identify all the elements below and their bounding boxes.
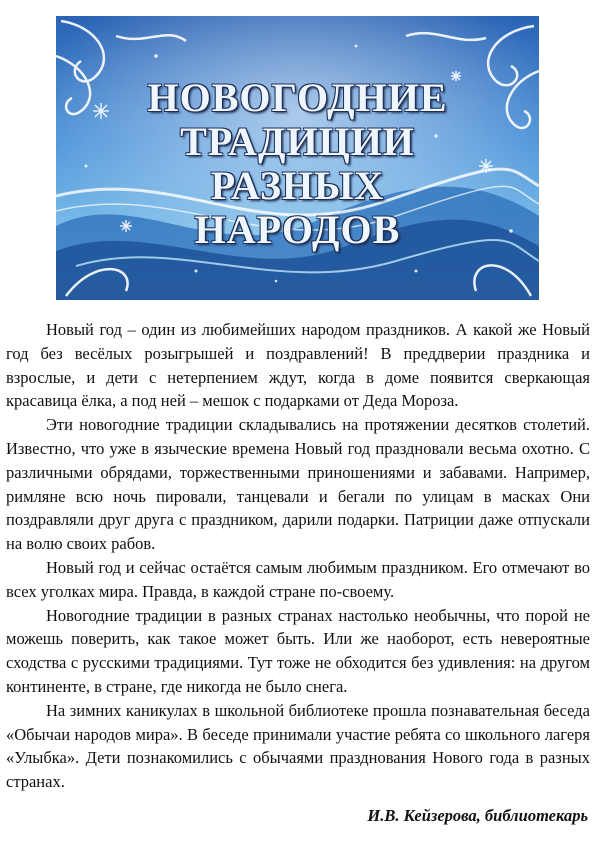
banner-title — [56, 76, 539, 252]
banner-title-line: РАЗНЫХ — [210, 163, 385, 208]
signature: И.В. Кейзерова, библиотекарь — [367, 806, 588, 825]
banner-title-line: НАРОДОВ — [194, 207, 401, 252]
paragraph: На зимних каникулах в школьной библиотеке прошла познавательная беседа «Обычаи народов мира». В беседе принимали участие ребята со школьного лагеря «Улыбка». Дети познакомились с обычаями празднования Нового года в разных странах. — [6, 700, 590, 792]
paragraph: Новый год и сейчас остаётся самым любимым праздником. Его отмечают во всех уголках мира. Правда, в каждой стране по-своему. — [6, 557, 590, 601]
article-body — [6, 318, 590, 794]
banner — [56, 16, 539, 300]
banner-title-line: ТРАДИЦИИ — [180, 119, 415, 164]
banner-title-line: НОВОГОДНИЕ — [147, 75, 448, 120]
paragraph: Новогодние традиции в разных странах настолько необычны, что порой не можешь поверить, как такое может быть. Или же наоборот, есть невероятные сходства с русскими традициями. Тут тоже не обходится без удивления: на другом континенте, в стране, где никогда не было снега. — [6, 605, 590, 696]
paragraph: Эти новогодние традиции складывались на протяжении десятков столетий. Известно, что уже в языческие времена Новый год праздновали весьма охотно. С различными обрядами, торжественными приношениями и забавами. Например, римляне всю ночь пировали, танцевали и бегали по улицам в масках Они поздравляли друг друга с праздником, дарили подарки. Патриции даже отпускали на волю своих рабов. — [6, 415, 590, 554]
paragraph: Новый год – один из любимейших народом праздников. А какой же Новый год без весёлых розыгрышей и поздравлений! В преддверии праздника и взрослые, и дети с нетерпением ждут, когда в доме появится сверкающая красавица ёлка, а под ней – мешок с подарками от Деда Мороза. — [6, 320, 590, 411]
